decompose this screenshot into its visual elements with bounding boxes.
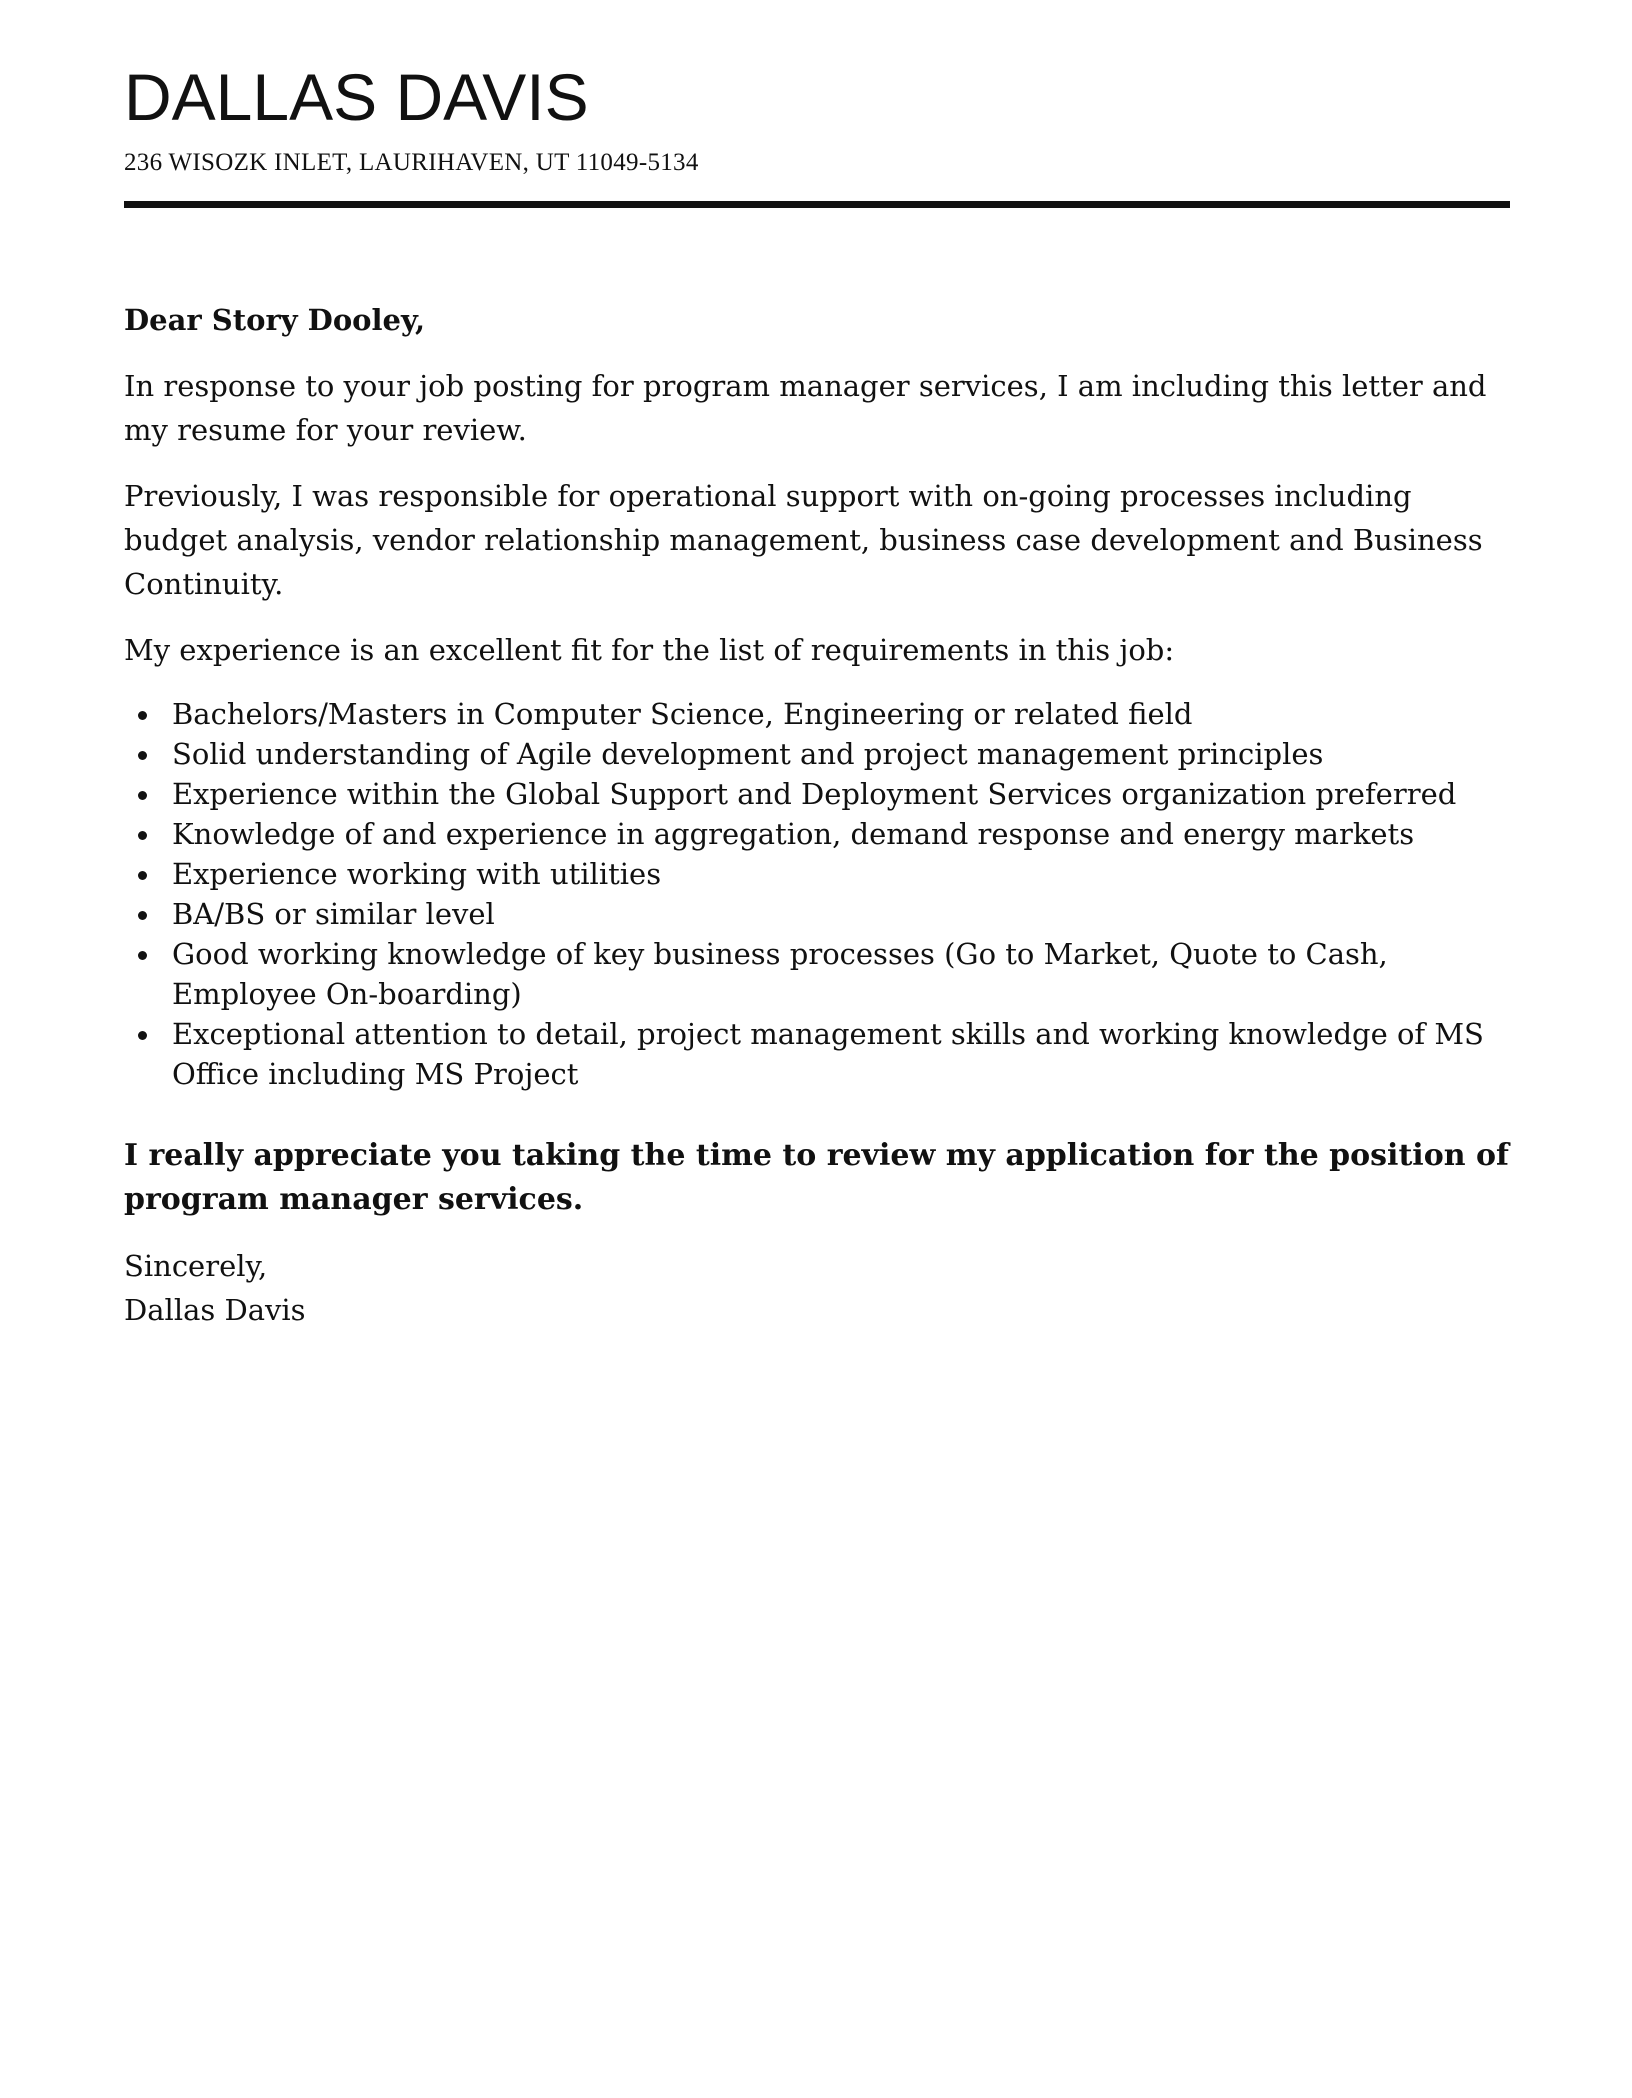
list-item bbox=[124, 854, 1510, 894]
bullet-icon bbox=[138, 951, 147, 960]
salutation: Dear Story Dooley, bbox=[124, 303, 426, 337]
list-item bbox=[124, 734, 1510, 774]
bullet-icon bbox=[138, 791, 147, 800]
applicant-address: 236 WISOZK INLET, LAURIHAVEN, UT 11049-5134 bbox=[124, 149, 699, 176]
list-item bbox=[124, 814, 1510, 854]
list-item bbox=[124, 774, 1510, 814]
applicant-name: DALLAS DAVIS bbox=[124, 60, 589, 134]
bullet-icon bbox=[138, 711, 147, 720]
list-item bbox=[124, 934, 1510, 1014]
list-item bbox=[124, 1014, 1510, 1094]
signoff-block bbox=[124, 1244, 1510, 1332]
list-item-text: Experience within the Global Support and Deployment Services organization preferred bbox=[172, 777, 1457, 811]
list-item-text: Experience working with utilities bbox=[172, 857, 662, 891]
requirements-list bbox=[124, 694, 1510, 1094]
bullet-icon bbox=[138, 831, 147, 840]
list-item-text: Good working knowledge of key business processes (Go to Market, Quote to Cash, Employee On-boarding) bbox=[172, 937, 1388, 1011]
closing-statement: I really appreciate you taking the time to review my application for the position of program manager services. bbox=[124, 1138, 1509, 1217]
cover-letter-page bbox=[124, 60, 1510, 1332]
bullet-icon bbox=[138, 871, 147, 880]
header-divider bbox=[124, 201, 1510, 208]
list-item-text: Exceptional attention to detail, project management skills and working knowledge of MS Office including MS Project bbox=[172, 1017, 1484, 1091]
list-item-text: Knowledge of and experience in aggregation, demand response and energy markets bbox=[172, 817, 1415, 851]
list-item bbox=[124, 694, 1510, 734]
bullet-icon bbox=[138, 911, 147, 920]
paragraph-experience: Previously, I was responsible for operational support with on-going processes including budget analysis, vendor relationship management, business case development and Business Continuity. bbox=[124, 479, 1483, 601]
signoff: Sincerely, bbox=[124, 1249, 268, 1283]
paragraph-intro: In response to your job posting for program manager services, I am including this letter and my resume for your review. bbox=[124, 369, 1487, 447]
signature-name: Dallas Davis bbox=[124, 1293, 306, 1327]
list-item-text: BA/BS or similar level bbox=[172, 897, 495, 931]
list-item bbox=[124, 894, 1510, 934]
list-item-text: Solid understanding of Agile development and project management principles bbox=[172, 737, 1324, 771]
bullet-icon bbox=[138, 1031, 147, 1040]
bullet-icon bbox=[138, 751, 147, 760]
list-item-text: Bachelors/Masters in Computer Science, Engineering or related field bbox=[172, 697, 1193, 731]
letter-body bbox=[124, 298, 1510, 1332]
paragraph-requirements-intro: My experience is an excellent fit for the list of requirements in this job: bbox=[124, 633, 1175, 667]
